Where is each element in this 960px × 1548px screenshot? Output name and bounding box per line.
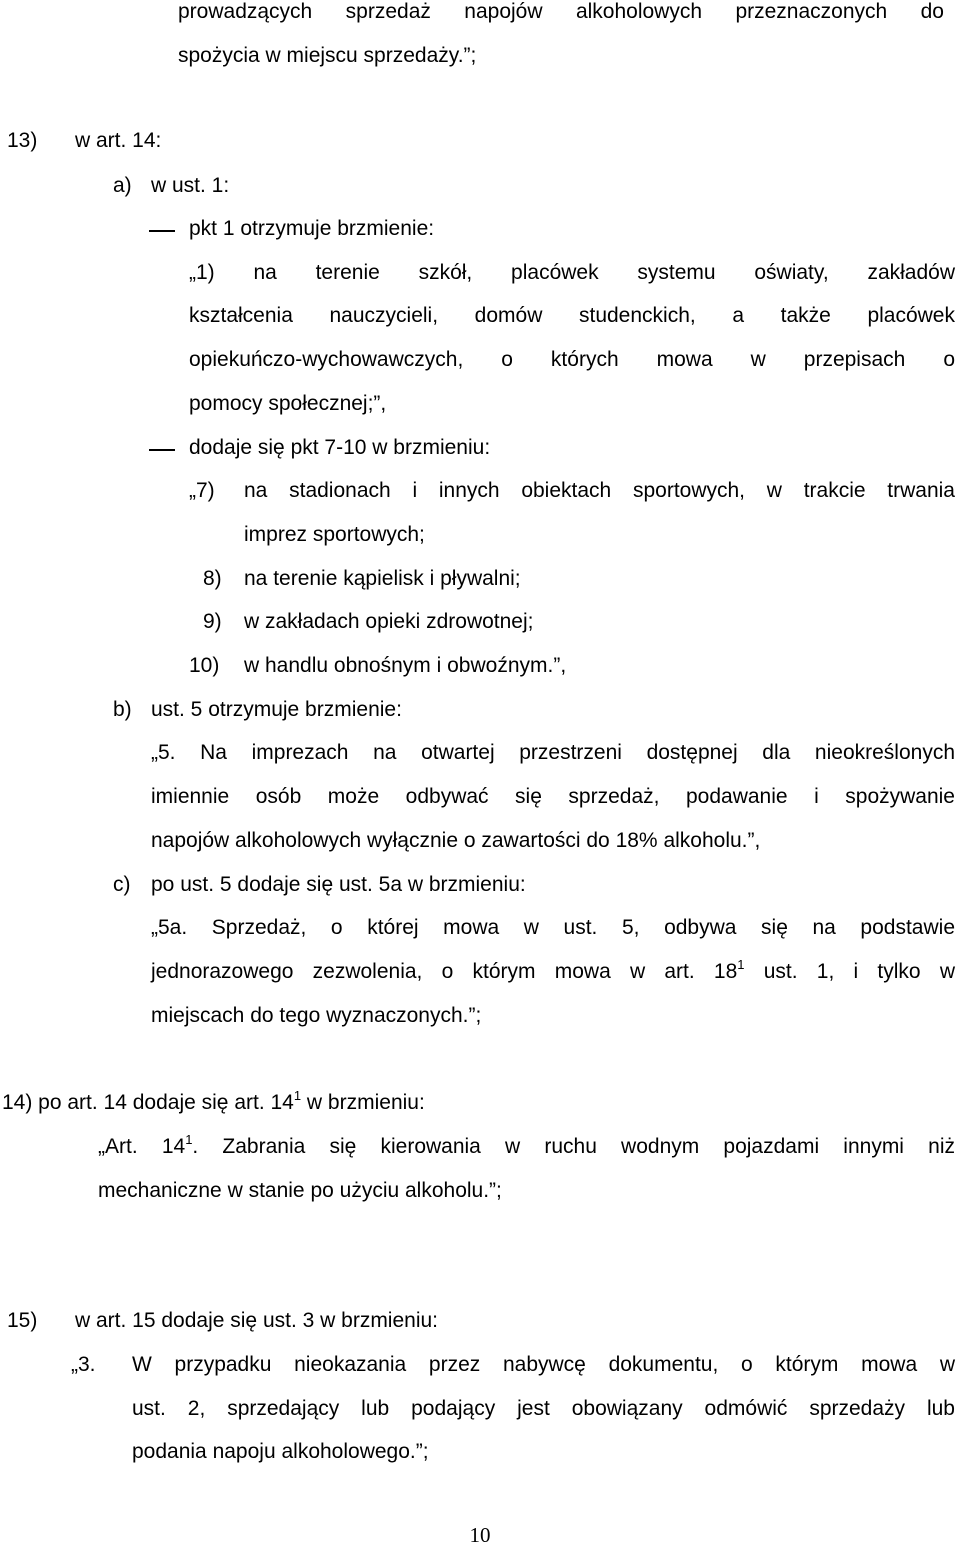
item-number: 13) [7,129,38,152]
text-line: prowadzących sprzedaż napojów alkoholowych przeznaczonych do [178,0,944,23]
item-number: 15) [7,1309,38,1332]
text-line: opiekuńczo-wychowawczych, o których mowa w przepisach o [189,348,955,371]
text-line: napojów alkoholowych wyłącznie o zawartości do 18% alkoholu.”, [151,829,761,852]
dash-bullet [149,449,175,451]
text-line: mechaniczne w stanie po użyciu alkoholu.”; [98,1179,502,1202]
text-line: dodaje się pkt 7-10 w brzmieniu: [189,436,491,459]
text-line: W przypadku nieokazania przez nabywcę dokumentu, o którym mowa w [132,1353,955,1376]
text-run: jednorazowego zezwolenia, o którym mowa w art. 18 [151,960,738,983]
text-line [151,959,955,985]
item-number: 9) [203,610,222,633]
text-line: miejscach do tego wyznaczonych.”; [151,1004,482,1027]
text-line: w handlu obnośnym i obwoźnym.”, [244,654,567,677]
page-number: 10 [469,1523,491,1547]
text-line [2,1090,425,1116]
superscript: 1 [185,1132,193,1147]
text-line: „5. Na imprezach na otwartej przestrzeni dostępnej dla nieokreślonych [151,741,955,764]
text-run: 14) po art. 14 dodaje się art. 14 [2,1091,294,1114]
text-line: „1) na terenie szkół, placówek systemu oświaty, zakładów [189,261,955,284]
text-line: spożycia w miejscu sprzedaży.”; [178,44,477,67]
text-line: pomocy społecznej;”, [189,392,387,415]
text-line: imprez sportowych; [244,523,425,546]
text-run: . Zabrania się kierowania w ruchu wodnym pojazdami innymi niż [192,1135,955,1158]
superscript: 1 [737,957,745,972]
superscript: 1 [293,1088,302,1103]
dash-bullet [149,230,175,232]
item-number: 8) [203,567,222,590]
text-line: w zakładach opieki zdrowotnej; [244,610,534,633]
item-number: „3. [71,1353,96,1376]
text-line: pkt 1 otrzymuje brzmienie: [189,217,435,240]
text-run: w brzmieniu: [301,1091,425,1114]
text-line: w art. 14: [75,129,162,152]
text-line: „5a. Sprzedaż, o której mowa w ust. 5, odbywa się na podstawie [151,916,955,939]
item-number: 10) [189,654,220,677]
text-line: w ust. 1: [151,174,230,197]
item-letter: a) [113,174,132,197]
text-line: imiennie osób może odbywać się sprzedaż, podawanie i spożywanie [151,785,955,808]
text-line: w art. 15 dodaje się ust. 3 w brzmieniu: [75,1309,439,1332]
item-letter: b) [113,698,132,721]
text-line: kształcenia nauczycieli, domów studenckich, a także placówek [189,304,955,327]
item-letter: c) [113,873,131,896]
text-line: ust. 2, sprzedający lub podający jest obowiązany odmówić sprzedaży lub [132,1397,955,1420]
text-run: ust. 1, i tylko w [744,960,955,983]
text-line: na terenie kąpielisk i pływalni; [244,567,521,590]
text-line: po ust. 5 dodaje się ust. 5a w brzmieniu: [151,873,526,896]
text-line: na stadionach i innych obiektach sportowych, w trakcie trwania [244,479,955,502]
item-number: „7) [189,479,215,502]
text-line: podania napoju alkoholowego.”; [132,1440,429,1463]
text-run: „Art. 14 [98,1135,186,1158]
text-line [98,1134,955,1160]
text-line: ust. 5 otrzymuje brzmienie: [151,698,402,721]
